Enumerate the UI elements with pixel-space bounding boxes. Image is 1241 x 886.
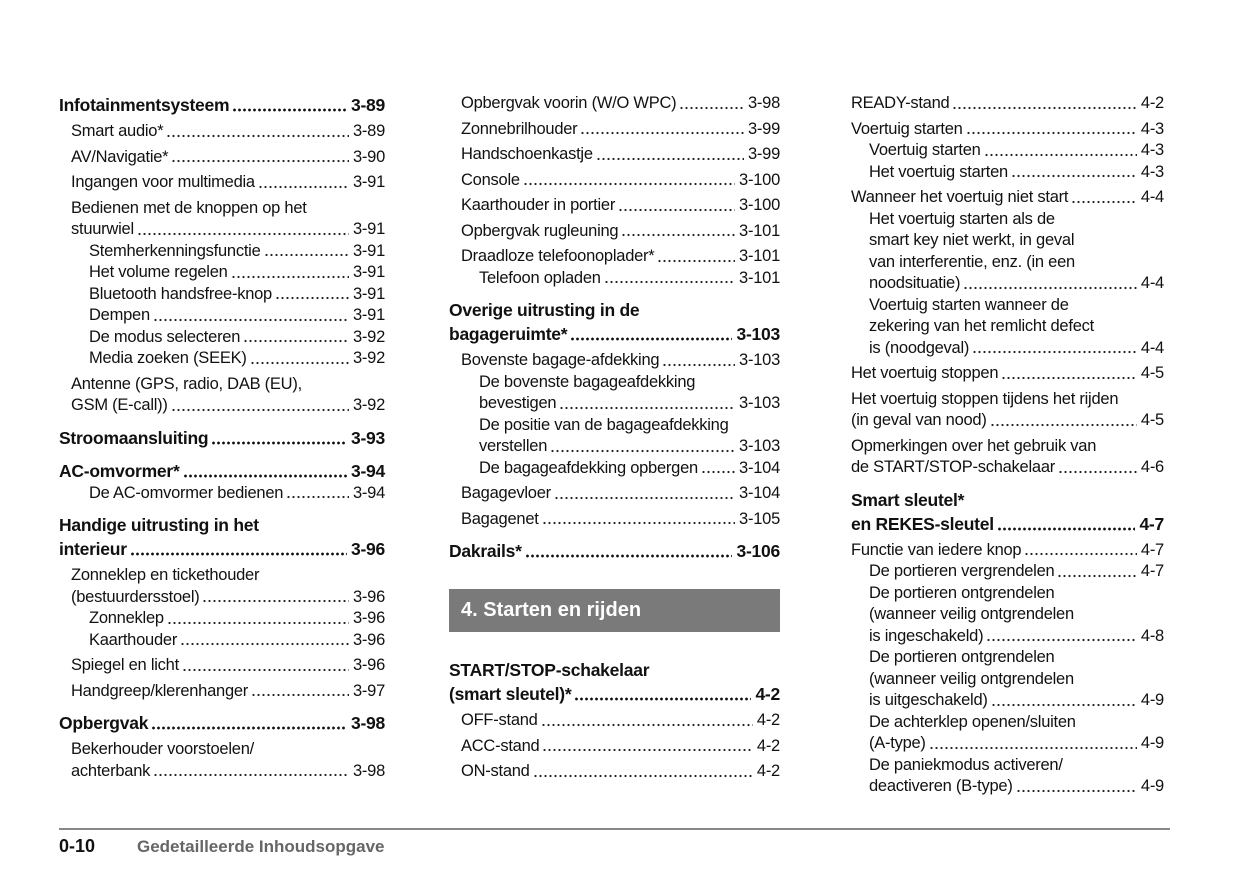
dot-leader (258, 177, 349, 189)
page-number: 4-6 (1140, 458, 1164, 476)
page-number: 4-2 (756, 762, 780, 780)
toc-entry-text: smart key niet werkt, in geval (869, 231, 1075, 249)
dot-leader (966, 123, 1137, 135)
toc-entry-text: Dakrails* (449, 541, 522, 561)
dot-leader (182, 660, 349, 672)
toc-entry[interactable] (851, 540, 1164, 562)
chapter-heading: 4. Starten en rijden (449, 589, 780, 632)
toc-entry-text: Opbergvak (59, 713, 149, 733)
toc-entry-text: De AC-omvormer bedienen (89, 483, 284, 502)
page-number: 3-94 (352, 483, 385, 502)
toc-entry[interactable] (449, 710, 780, 732)
toc-entry[interactable] (449, 195, 780, 217)
toc-entry-text: Console (461, 170, 520, 189)
toc-entry[interactable] (59, 565, 385, 608)
toc-entry-text: Bagagenet (461, 509, 539, 528)
dot-leader (580, 123, 744, 135)
dot-leader (679, 98, 744, 110)
toc-subentry[interactable] (851, 583, 1164, 648)
page-number: 3-96 (350, 539, 385, 559)
toc-entry[interactable] (449, 246, 780, 268)
dot-leader (151, 718, 347, 730)
toc-entry-text: START/STOP-schakelaar (449, 660, 650, 680)
page-number: 3-91 (352, 284, 385, 303)
toc-subentry[interactable] (59, 483, 385, 505)
toc-entry[interactable] (449, 483, 780, 505)
dot-leader (250, 353, 349, 365)
toc-entry[interactable] (59, 198, 385, 241)
dot-leader (542, 740, 752, 752)
toc-entry-text: Draadloze telefoonoplader* (461, 247, 655, 265)
dot-leader (559, 398, 735, 410)
toc-entry-text: De achterklep openen/sluiten (869, 712, 1076, 731)
toc-entry-text: Bekerhouder voorstoelen/ (71, 740, 254, 758)
page-number: 3-104 (739, 484, 780, 502)
dot-leader (1024, 544, 1137, 556)
toc-entry-text: Smart audio* (71, 122, 164, 140)
toc-entry-text: De bagageafdekking opbergen (479, 458, 698, 477)
toc-entry-text: Smart sleutel* (851, 489, 965, 510)
toc-entry-text: Kaarthouder in portier (461, 196, 616, 214)
page-number: 3-96 (352, 630, 385, 649)
toc-subentry[interactable] (59, 262, 385, 284)
toc-entry-text: Bovenste bagage-afdekking (461, 351, 660, 369)
dot-leader (533, 766, 753, 778)
toc-entry-text: Het voertuig stoppen tijdens het rijden (851, 389, 1119, 408)
toc-subentry[interactable] (59, 630, 385, 652)
toc-entry-text: Spiegel en licht (71, 656, 179, 674)
toc-entry-text: Opmerkingen over het gebruik van (851, 436, 1097, 455)
toc-entry-text: De positie van de bagageafdekking (479, 415, 729, 434)
dot-leader (167, 613, 349, 625)
dot-leader (570, 329, 732, 341)
dot-leader (618, 200, 735, 212)
page-number: 3-96 (352, 587, 385, 606)
page-number: 4-9 (1140, 691, 1164, 709)
dot-leader (657, 251, 735, 263)
page-number: 3-98 (352, 761, 385, 780)
toc-entry[interactable] (449, 170, 780, 192)
toc-section[interactable] (59, 426, 385, 450)
toc-section[interactable] (59, 459, 385, 483)
toc-entry-text: bagageruimte* (449, 324, 568, 344)
dot-leader (153, 765, 349, 777)
dot-leader (231, 267, 349, 279)
page-number: 4-5 (1140, 411, 1164, 429)
page-number: 4-2 (756, 736, 780, 755)
toc-entry-text: Opbergvak voorin (W/O WPC) (461, 94, 677, 112)
toc-entry[interactable] (59, 121, 385, 143)
toc-entry-text: Zonneklep (89, 609, 164, 627)
page-number: 4-4 (1140, 338, 1164, 357)
footer-page-number: 0-10 (59, 836, 96, 856)
page-number: 3-96 (352, 656, 385, 674)
page-number: 4-2 (756, 711, 780, 729)
page-number: 3-98 (350, 713, 385, 733)
dot-leader (286, 487, 349, 499)
footer-title: Gedetailleerde Inhoudsopgave (137, 837, 385, 856)
toc-entry-text: Opbergvak rugleuning (461, 221, 619, 240)
toc-subentry[interactable] (59, 327, 385, 349)
toc-entry-text: zekering van het remlicht defect (869, 317, 1094, 335)
page-number: 3-97 (352, 681, 385, 700)
page-number: 3-94 (350, 460, 385, 481)
toc-entry[interactable] (59, 374, 385, 417)
toc-entry[interactable] (851, 363, 1164, 385)
dot-leader (243, 331, 349, 343)
toc-entry-text: (smart sleutel)* (449, 684, 572, 704)
toc-subentry[interactable] (449, 268, 780, 290)
toc-column-1 (59, 88, 385, 782)
toc-entry-text: ON-stand (461, 762, 530, 780)
dot-leader (604, 272, 735, 284)
toc-entry[interactable] (59, 681, 385, 703)
page-number: 4-9 (1140, 734, 1164, 752)
page-number: 4-3 (1140, 141, 1164, 159)
toc-subentry[interactable] (449, 458, 780, 480)
toc-entry-text: (A-type) (869, 734, 926, 752)
toc-subentry[interactable] (851, 140, 1164, 162)
page-number: 3-92 (352, 396, 385, 414)
dot-leader (202, 591, 348, 603)
toc-entry-text: Wanneer het voertuig niet start (851, 188, 1069, 206)
toc-entry-text: interieur (59, 539, 127, 559)
page-number: 4-5 (1140, 364, 1164, 382)
toc-section[interactable] (59, 93, 385, 117)
dot-leader (984, 145, 1137, 157)
dot-leader (991, 695, 1137, 707)
page-number: 4-3 (1140, 162, 1164, 181)
toc-entry-text: Overige uitrusting in de (449, 300, 640, 320)
toc-entry-text: OFF-stand (461, 711, 538, 729)
page-number: 3-93 (350, 427, 385, 448)
toc-entry-text: verstellen (479, 437, 548, 455)
page-number: 3-104 (739, 458, 780, 477)
toc-entry[interactable] (59, 739, 385, 782)
dot-leader (550, 441, 735, 453)
page-number: 4-4 (1140, 274, 1164, 292)
toc-entry[interactable] (851, 93, 1164, 115)
toc-subentry[interactable] (851, 162, 1164, 184)
toc-entry[interactable] (59, 172, 385, 194)
page-number: 4-7 (1140, 540, 1164, 559)
toc-entry-text: Het voertuig stoppen (851, 364, 999, 382)
toc-entry-text: Infotainmentsysteem (59, 95, 230, 115)
dot-leader (137, 224, 349, 236)
toc-entry[interactable] (851, 187, 1164, 209)
toc-column-3 (851, 88, 1164, 798)
toc-entry-text: van interferentie, enz. (in een (869, 252, 1075, 271)
toc-entry-text: ACC-stand (461, 736, 540, 755)
page-number: 3-103 (739, 394, 780, 412)
page-number: 4-2 (755, 684, 780, 704)
page-number: 3-91 (352, 173, 385, 191)
toc-entry-text: Bedienen met de knoppen op het (71, 198, 307, 217)
page-number: 3-91 (352, 241, 385, 260)
dot-leader (251, 685, 349, 697)
toc-entry-text: is (noodgeval) (869, 338, 970, 357)
toc-entry-text: Handige uitrusting in het (59, 515, 259, 535)
toc-entry-text: is ingeschakeld) (869, 626, 984, 645)
toc-entry-text: Handgreep/klerenhanger (71, 681, 249, 700)
toc-subentry[interactable] (449, 415, 780, 458)
toc-subentry[interactable] (59, 284, 385, 306)
toc-subentry[interactable] (851, 647, 1164, 712)
page-number: 3-92 (352, 349, 385, 367)
page-number: 4-8 (1140, 626, 1164, 645)
page-number: 3-91 (352, 220, 385, 238)
toc-subentry[interactable] (59, 241, 385, 263)
dot-leader (554, 488, 735, 500)
dot-leader (153, 310, 349, 322)
toc-entry[interactable] (449, 221, 780, 243)
page-number: 4-4 (1140, 188, 1164, 206)
toc-entry-text: De bovenste bagageafdekking (479, 372, 696, 391)
toc-subentry[interactable] (59, 608, 385, 630)
dot-leader (596, 149, 744, 161)
toc-entry-text: (in geval van nood) (851, 411, 987, 429)
toc-entry-text: de START/STOP-schakelaar (851, 458, 1055, 476)
toc-section[interactable] (449, 298, 780, 346)
toc-entry-text: (wanneer veilig ontgrendelen (869, 669, 1074, 688)
toc-section[interactable] (449, 539, 780, 563)
toc-section[interactable] (449, 658, 780, 706)
toc-entry-text: (bestuurdersstoel) (71, 587, 200, 606)
dot-leader (211, 433, 347, 445)
toc-entry[interactable] (449, 93, 780, 115)
toc-subentry[interactable] (59, 348, 385, 370)
toc-entry-text: Voertuig starten (869, 141, 981, 159)
toc-entry[interactable] (449, 761, 780, 783)
toc-subentry[interactable] (59, 305, 385, 327)
toc-entry-text: Het voertuig starten als de (869, 209, 1055, 228)
page-number: 4-3 (1140, 119, 1164, 138)
dot-leader (541, 715, 753, 727)
dot-leader (523, 174, 735, 186)
dot-leader (929, 738, 1137, 750)
toc-entry-text: Bluetooth handsfree-knop (89, 284, 272, 303)
toc-entry[interactable] (449, 144, 780, 166)
page-number: 3-99 (747, 119, 780, 138)
page-number: 4-2 (1140, 94, 1164, 112)
toc-entry-text: READY-stand (851, 94, 950, 112)
toc-entry-text: Voertuig starten (851, 119, 963, 138)
dot-leader (275, 288, 349, 300)
toc-entry-text: AC-omvormer* (59, 460, 180, 481)
page-number: 3-103 (736, 324, 780, 344)
toc-entry[interactable] (851, 389, 1164, 432)
toc-entry-text: De portieren vergrendelen (869, 562, 1055, 580)
page-number: 3-89 (350, 95, 385, 115)
dot-leader (997, 519, 1136, 531)
dot-leader (972, 342, 1137, 354)
page-number: 3-105 (739, 509, 780, 528)
toc-entry-text: De portieren ontgrendelen (869, 583, 1055, 602)
toc-entry-text: is uitgeschakeld) (869, 691, 988, 709)
toc-entry-text: Bagagevloer (461, 484, 551, 502)
page-number: 4-7 (1140, 562, 1164, 580)
toc-entry-text: AV/Navigatie* (71, 147, 169, 166)
toc-entry-text: Functie van iedere knop (851, 540, 1022, 559)
footer-divider (59, 828, 1170, 830)
toc-section[interactable] (59, 513, 385, 561)
dot-leader (963, 278, 1137, 290)
toc-entry[interactable] (851, 436, 1164, 479)
toc-entry-text: GSM (E-call)) (71, 396, 168, 414)
toc-entry-text: Het voertuig starten (869, 162, 1008, 181)
toc-entry[interactable] (59, 655, 385, 677)
toc-entry-text: Het volume regelen (89, 263, 228, 281)
toc-entry-text: De modus selecteren (89, 327, 241, 346)
page-number: 3-101 (739, 247, 780, 265)
dot-leader (232, 100, 347, 112)
page-number: 3-91 (352, 263, 385, 281)
toc-entry-text: noodsituatie) (869, 274, 961, 292)
page-number: 4-7 (1139, 513, 1164, 534)
toc-subentry[interactable] (449, 372, 780, 415)
toc-subentry[interactable] (851, 209, 1164, 295)
dot-leader (1071, 192, 1137, 204)
dot-leader (621, 225, 735, 237)
page-number: 3-100 (739, 196, 780, 214)
toc-subentry[interactable] (851, 755, 1164, 798)
page-number: 3-101 (739, 221, 780, 240)
page-number: 3-98 (747, 94, 780, 112)
toc-entry-text: Antenne (GPS, radio, DAB (EU), (71, 374, 302, 393)
dot-leader (130, 544, 347, 556)
page-number: 3-92 (352, 327, 385, 346)
toc-column-2 (449, 88, 780, 783)
toc-entry-text: achterbank (71, 761, 151, 780)
toc-entry-text: De portieren ontgrendelen (869, 648, 1055, 666)
dot-leader (525, 546, 733, 558)
toc-entry-text: stuurwiel (71, 220, 134, 238)
page-number: 3-99 (747, 145, 780, 163)
dot-leader (1057, 566, 1136, 578)
dot-leader (1016, 781, 1137, 793)
toc-entry[interactable] (449, 509, 780, 531)
toc-entry-text: Stroomaansluiting (59, 427, 209, 448)
toc-subentry[interactable] (851, 295, 1164, 360)
page-number: 3-103 (739, 351, 780, 369)
dot-leader (180, 634, 349, 646)
toc-entry-text: Ingangen voor multimedia (71, 173, 255, 191)
dot-leader (171, 400, 349, 412)
toc-entry-text: deactiveren (B-type) (869, 777, 1013, 795)
dot-leader (1001, 368, 1137, 380)
dot-leader (574, 689, 751, 701)
toc-section[interactable] (851, 488, 1164, 536)
toc-entry-text: Handschoenkastje (461, 145, 593, 163)
toc-entry-text: Stemherkenningsfunctie (89, 241, 261, 260)
toc-entry-text: Media zoeken (SEEK) (89, 349, 247, 367)
toc-entry-text: Dempen (89, 306, 150, 324)
dot-leader (1058, 462, 1137, 474)
page-number: 3-96 (352, 609, 385, 627)
dot-leader (952, 98, 1136, 110)
page-number: 3-100 (739, 170, 780, 189)
toc-subentry[interactable] (851, 561, 1164, 583)
dot-leader (701, 462, 735, 474)
dot-leader (662, 355, 735, 367)
page-number: 4-9 (1140, 777, 1164, 795)
dot-leader (986, 630, 1137, 642)
dot-leader (542, 513, 735, 525)
dot-leader (990, 415, 1137, 427)
toc-entry[interactable] (59, 147, 385, 169)
page-number: 3-89 (352, 122, 385, 140)
dot-leader (183, 466, 347, 478)
toc-subentry[interactable] (851, 712, 1164, 755)
toc-entry[interactable] (851, 119, 1164, 141)
toc-entry-text: (wanneer veilig ontgrendelen (869, 605, 1074, 623)
toc-entry[interactable] (449, 350, 780, 372)
toc-entry-text: Telefoon opladen (479, 268, 601, 287)
dot-leader (171, 151, 349, 163)
toc-entry-text: Voertuig starten wanneer de (869, 295, 1069, 314)
toc-section[interactable] (59, 711, 385, 735)
toc-entry-text: De paniekmodus activeren/ (869, 755, 1063, 774)
dot-leader (1011, 166, 1137, 178)
toc-entry-text: bevestigen (479, 394, 557, 412)
toc-entry-text: Kaarthouder (89, 630, 178, 649)
toc-entry[interactable] (449, 736, 780, 758)
toc-entry-text: Zonneklep en tickethouder (71, 566, 260, 584)
page-number: 3-106 (736, 541, 780, 561)
toc-entry[interactable] (449, 119, 780, 141)
toc-entry-text: en REKES-sleutel (851, 513, 994, 534)
dot-leader (166, 126, 349, 138)
page-number: 3-90 (352, 147, 385, 166)
page-number: 3-91 (352, 306, 385, 324)
page-number: 3-101 (739, 268, 780, 287)
dot-leader (264, 245, 349, 257)
toc-entry-text: Zonnebrilhouder (461, 119, 578, 138)
page-number: 3-103 (739, 437, 780, 455)
